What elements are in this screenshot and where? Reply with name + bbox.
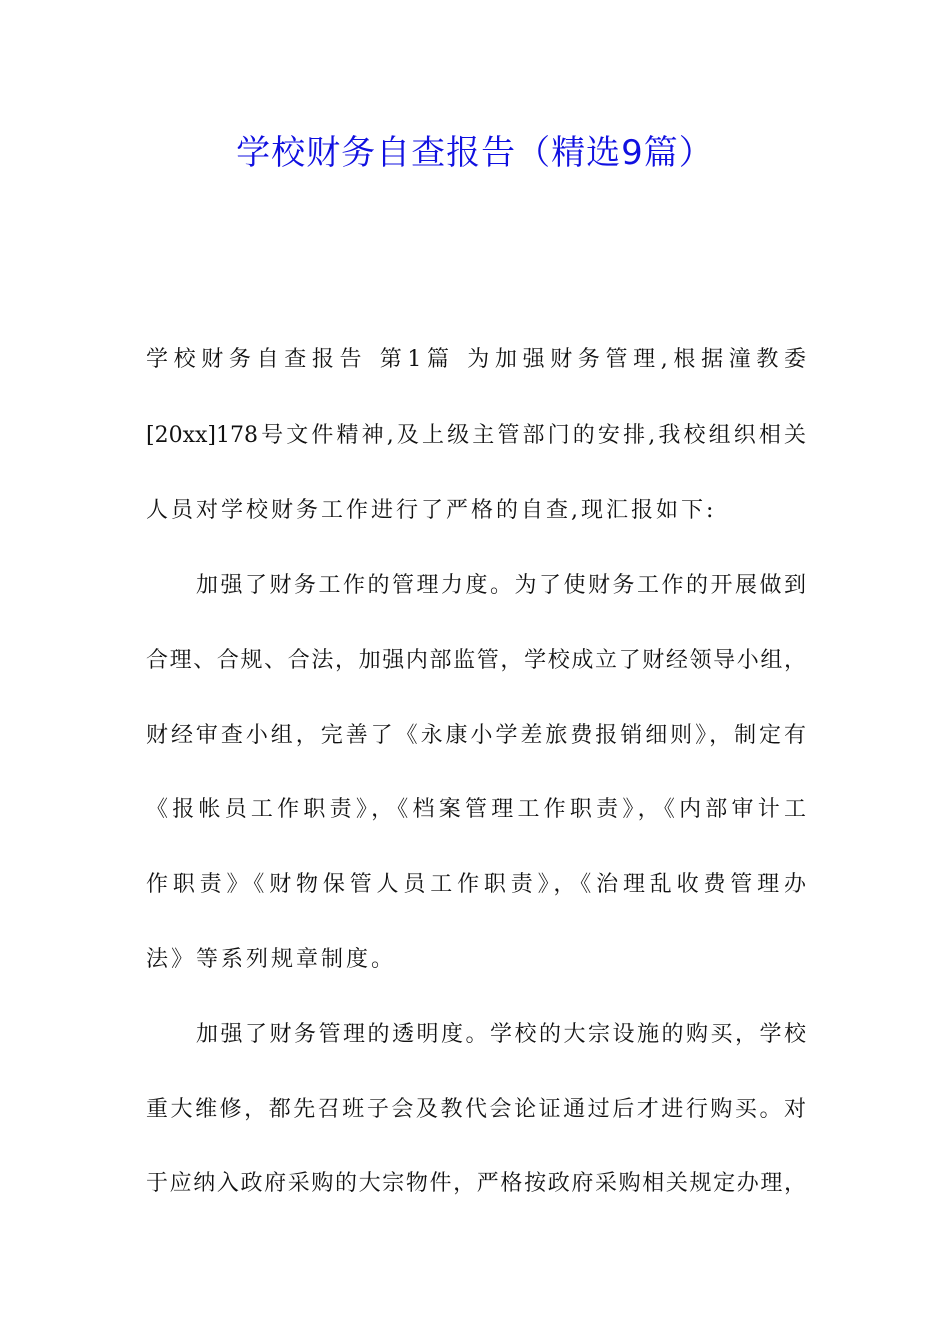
paragraph-line: 《报帐员工作职责》，《档案管理工作职责》，《内部审计工 bbox=[146, 797, 806, 822]
paragraph-line: 于应纳入政府采购的大宗物件，严格按政府采购相关规定办理， bbox=[146, 1171, 806, 1196]
paragraph-line: 合理、合规、合法，加强内部监管，学校成立了财经领导小组， bbox=[146, 648, 806, 673]
paragraph-line: 学校财务自查报告 第1篇 为加强财务管理,根据潼教委 bbox=[146, 347, 806, 372]
paragraph-line: 法》等系列规章制度。 bbox=[146, 947, 397, 972]
paragraph-line: 加强了财务工作的管理力度。为了使财务工作的开展做到 bbox=[196, 573, 806, 598]
paragraph-line: [20xx]178号文件精神,及上级主管部门的安排,我校组织相关 bbox=[146, 423, 806, 448]
paragraph-line: 作职责》《财物保管人员工作职责》，《治理乱收费管理办 bbox=[146, 872, 806, 897]
paragraph-line: 重大维修，都先召班子会及教代会论证通过后才进行购买。对 bbox=[146, 1097, 806, 1122]
paragraph-line: 加强了财务管理的透明度。学校的大宗设施的购买，学校 bbox=[196, 1022, 806, 1047]
document-title: 学校财务自查报告（精选9篇） bbox=[236, 133, 714, 173]
paragraph-line: 财经审查小组，完善了《永康小学差旅费报销细则》，制定有 bbox=[146, 723, 806, 748]
paragraph-line: 人员对学校财务工作进行了严格的自查,现汇报如下: bbox=[146, 498, 717, 523]
